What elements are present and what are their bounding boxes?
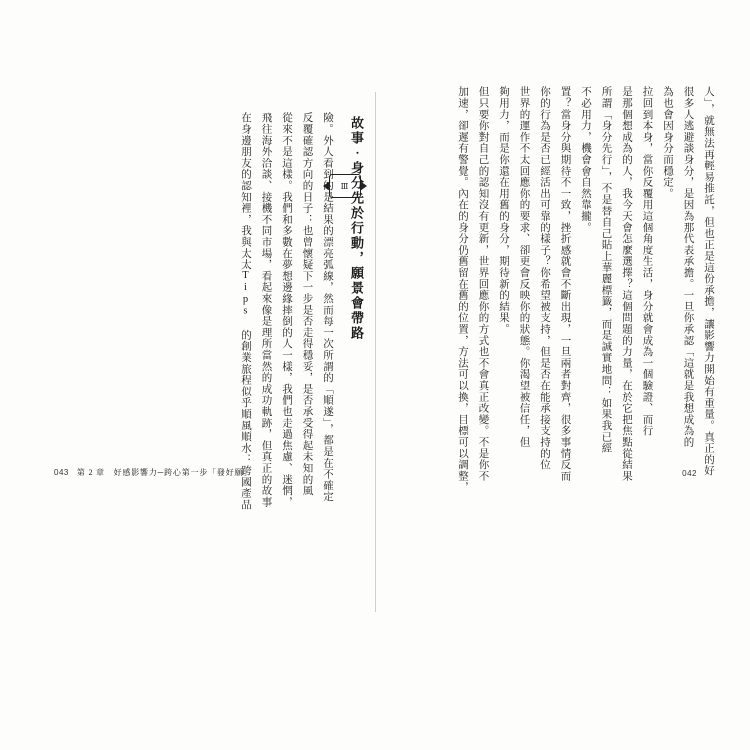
text-column: 拉回到本身，當你反覆用這個角度生活，身分就會成為一個驗證、而行 (641, 86, 653, 437)
text-column: 為也會因身分而穩定。 (662, 86, 673, 199)
page-right-text-block (451, 86, 718, 536)
page-number-right: 042 (682, 469, 697, 478)
text-column: 加速，卻遲有警覺。內在的身分仍舊留在舊的位置，方法可以換，目標可以調整， (457, 86, 468, 493)
page-number-left: 043 (54, 468, 69, 477)
text-column: 世界的運作不太回應你的要求、卻更會反映你的狀態。你渴望被信任，但 (518, 86, 530, 448)
running-head: 第 2 章 好感影響力─跨心第一步「發好願」 (76, 468, 253, 477)
text-column: 置？當身分與期待不一致，挫折感就會不斷出現，一旦兩者對齊，很多事情反而 (559, 86, 571, 482)
text-column: 人」，就無法再輕易推託，但也正是這份承擔，讓影響力開始有重量。真正的好 (703, 86, 714, 477)
text-column: 從來不是這樣。我們和多數在夢想邊緣摔倒的人一樣，我們也走過焦慮、迷惘， (280, 112, 292, 508)
page-right (376, 86, 725, 606)
text-column: 反覆確認方向的日子：也曾懷疑下一步是否走得穩妥，是否承受得起未知的風 (301, 112, 313, 497)
text-column: 不必用力，機會會自然靠攏。 (580, 86, 591, 233)
chapter-ornament-icon: Ⅲ (329, 174, 361, 198)
footer-left (54, 467, 252, 478)
page-left (26, 86, 375, 606)
text-column: 你的行為是否已經活出可靠的樣子？你希望被支持，但是否在能承接支持的位 (539, 86, 550, 471)
text-column: 在身邊朋友的認知裡，我與太太Tips 的創業旅程似乎順風順水：跨國產品 (239, 112, 251, 510)
text-column: 是那個想成為的人，我今天會怎麼選擇？這個問題的力量，在於它把焦點從結果 (621, 86, 632, 482)
section-heading: 故事‧身分先於行動，願景會帶路 (349, 116, 364, 341)
text-column: 險。外人看到的是結果的漂亮弧線，然而每一次所謂的「順遂」，都是在不確定 (321, 112, 333, 503)
text-column: 很多人逃避談身分，是因為那代表承擔。一旦你承認「這就是我想成為的 (682, 86, 694, 448)
page-left-text-block (233, 86, 367, 536)
footer-right (682, 469, 697, 478)
text-column: 飛往海外洽談、接機不同市場，看起來像是理所當然的成功軌跡，但真正的故事 (260, 112, 272, 508)
text-column: 夠用力，而是你還在用舊的身分，期待新的結果。 (498, 86, 509, 335)
text-column: 但只要你對自己的認知沒有更新，世界回應你的方式也不會真正改變。不是你不 (477, 86, 489, 482)
text-column: 所謂「身分先行」，不是替自己貼上華麗標籤，而是誠實地問：如果我已經 (600, 86, 612, 454)
